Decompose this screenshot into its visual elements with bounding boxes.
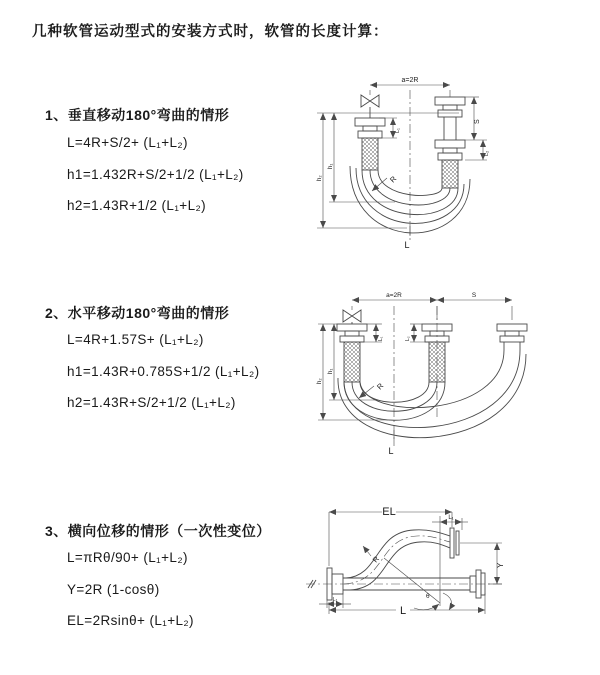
dim-label-l1: L₁ xyxy=(378,336,384,341)
section-2-formula-L: L=4R+1.57S+ (L₁+L₂) xyxy=(67,332,204,347)
section-3-formula-Y: Y=2R (1-cosθ) xyxy=(67,582,160,597)
dim-label-h2: h₂ xyxy=(317,378,323,384)
section-2-heading: 2、水平移动180°弯曲的情形 xyxy=(45,305,230,321)
dim-label-l2: L₂ xyxy=(405,336,411,341)
section-2-formula-h2: h2=1.43R+S/2+1/2 (L₁+L₂) xyxy=(67,395,236,410)
dim-label-a2r: a=2R xyxy=(386,292,402,299)
radius-label: R xyxy=(375,381,386,392)
length-label: L xyxy=(399,605,407,617)
dim-label-h2: h₂ xyxy=(317,175,323,181)
valve-icon xyxy=(361,95,379,107)
section-3-heading: 3、横向位移的情形（一次性变位） xyxy=(45,523,271,539)
dim-label-l1: L₁ xyxy=(395,128,401,133)
radius-label: R xyxy=(388,174,399,185)
page-title: 几种软管运动型式的安装方式时，软管的长度计算： xyxy=(32,24,389,40)
radius-label: R xyxy=(370,554,382,565)
dim-label-el: EL xyxy=(382,506,396,518)
dim-label-s: S xyxy=(471,292,477,299)
diagram-horizontal-180-bend xyxy=(306,280,598,468)
section-1-formula-h1: h1=1.432R+S/2+1/2 (L₁+L₂) xyxy=(67,167,244,182)
diagram-labels xyxy=(333,506,505,617)
braid-section xyxy=(344,342,360,382)
dim-label-h1: h₁ xyxy=(328,163,334,169)
section-3-formula-EL: EL=2Rsinθ+ (L₁+L₂) xyxy=(67,613,194,628)
dim-label-l2: L₂ xyxy=(484,150,490,156)
section-1-heading: 1、垂直移动180°弯曲的情形 xyxy=(45,107,230,123)
dim-label-l1-bottom: L₁ xyxy=(332,597,338,603)
section-3-formula-L: L=πRθ/90+ (L₁+L₂) xyxy=(67,550,188,565)
section-1-formula-h2: h2=1.43R+1/2 (L₁+L₂) xyxy=(67,198,207,213)
section-1-formula-L: L=4R+S/2+ (L₁+L₂) xyxy=(67,135,188,150)
dim-label-a2r: a=2R xyxy=(401,77,419,84)
diagram-labels xyxy=(317,77,490,250)
section-2-formula-h1: h1=1.43R+0.785S+1/2 (L₁+L₂) xyxy=(67,364,260,379)
braid-section xyxy=(429,342,445,382)
length-label: L xyxy=(404,240,410,250)
valve-icon xyxy=(343,310,361,322)
dim-label-h1: h₁ xyxy=(328,368,334,374)
length-label: L xyxy=(388,446,394,456)
angle-label-theta: θ xyxy=(426,593,430,600)
braid-section xyxy=(362,138,378,170)
dimension-lines xyxy=(319,512,502,614)
hose-drawing xyxy=(337,310,527,438)
dim-label-l1-top: L₁ xyxy=(448,515,454,521)
dim-label-s: S xyxy=(474,119,481,124)
diagram-vertical-180-bend xyxy=(307,66,592,264)
diagram-lateral-displacement xyxy=(298,496,598,666)
diagram-labels xyxy=(317,292,477,456)
braid-section xyxy=(442,160,458,188)
dim-label-y: Y xyxy=(496,562,505,568)
